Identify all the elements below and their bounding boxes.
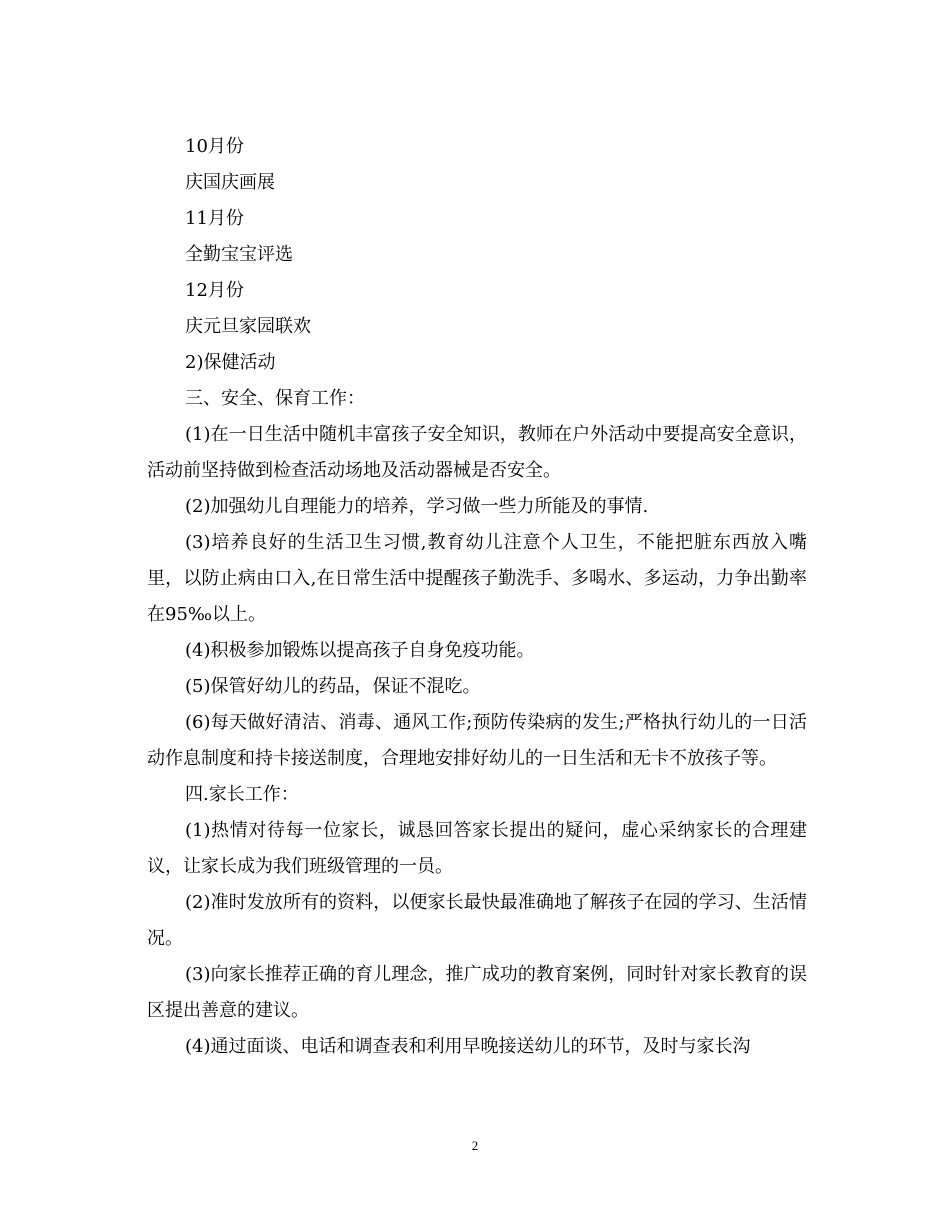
activity-item: 庆元旦家园联欢 [185, 316, 311, 337]
safety-paragraph: (4)积极参加锻炼以提高孩子自身免疫功能。 [185, 640, 535, 661]
parent-paragraph: (1)热情对待每一位家长，诚恳回答家长提出的疑问，虚心采纳家长的合理建议，让家长成为我们班级管理的一员。 [147, 820, 807, 877]
parent-paragraph: (3)向家长推荐正确的育儿理念，推广成功的教育案例，同时针对家长教育的误区提出善意的建议。 [147, 964, 807, 1021]
safety-paragraph: (6)每天做好清洁、消毒、通风工作;预防传染病的发生;严格执行幼儿的一日活动作息制度和持卡接送制度，合理地安排好幼儿的一日生活和无卡不放孩子等。 [147, 712, 807, 769]
activity-item: 庆国庆画展 [185, 172, 275, 193]
subsection-heading: 2)保健活动 [185, 352, 276, 373]
document-body [147, 129, 807, 1065]
section-heading-safety: 三、安全、保育工作： [185, 388, 365, 409]
safety-paragraph: (3)培养良好的生活卫生习惯,教育幼儿注意个人卫生，不能把脏东西放入嘴里，以防止病由口入,在日常生活中提醒孩子勤洗手、多喝水、多运动，力争出勤率在95‰以上。 [147, 532, 807, 625]
parent-paragraph: (4)通过面谈、电话和调查表和利用早晚接送幼儿的环节，及时与家长沟 [185, 1036, 751, 1057]
month-heading: 12月份 [185, 280, 244, 301]
month-heading: 11月份 [185, 208, 244, 229]
safety-paragraph: (2)加强幼儿自理能力的培养，学习做一些力所能及的事情. [185, 496, 649, 517]
safety-paragraph: (1)在一日生活中随机丰富孩子安全知识，教师在户外活动中要提高安全意识，活动前坚持做到检查活动场地及活动器械是否安全。 [147, 424, 807, 481]
month-heading: 10月份 [185, 136, 244, 157]
parent-paragraph: (2)准时发放所有的资料，以便家长最快最准确地了解孩子在园的学习、生活情况。 [147, 892, 807, 949]
section-heading-parents: 四.家长工作： [185, 784, 299, 805]
activity-item: 全勤宝宝评选 [185, 244, 293, 265]
page-number: 2 [471, 1138, 479, 1153]
safety-paragraph: (5)保管好幼儿的药品，保证不混吃。 [185, 676, 481, 697]
